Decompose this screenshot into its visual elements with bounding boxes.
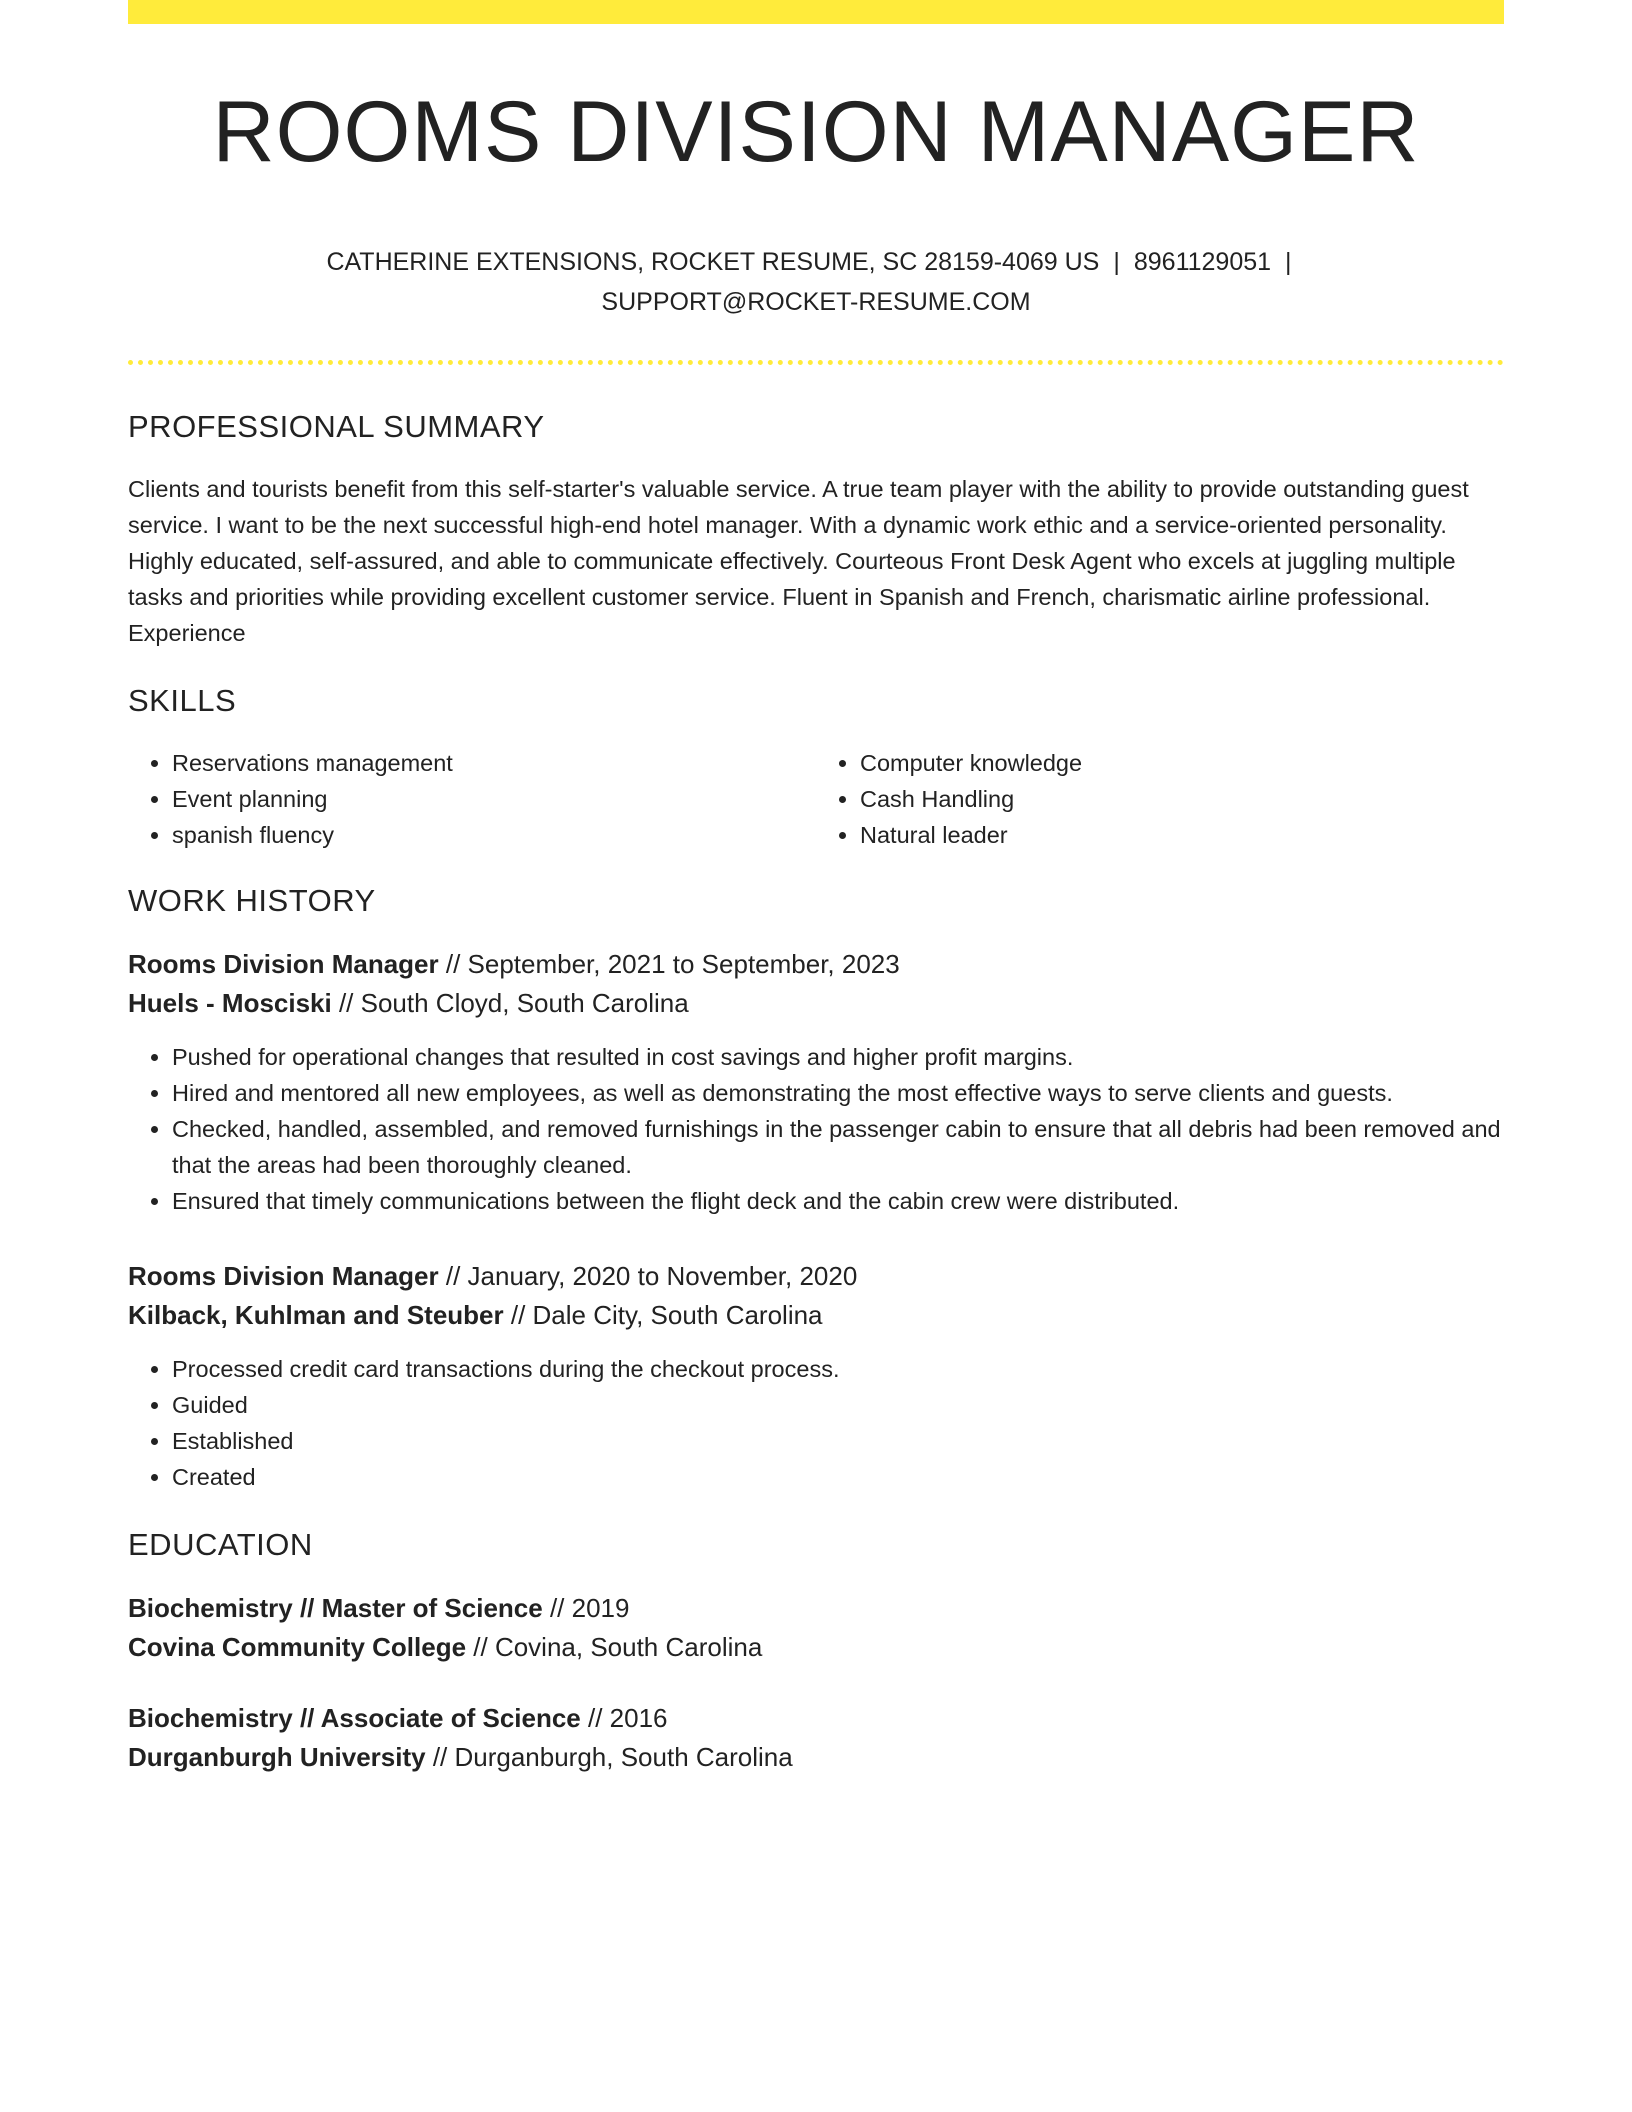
job-bullet: • Created: [172, 1459, 1504, 1495]
education-school: Covina Community College: [128, 1632, 467, 1662]
education-entry: [128, 1589, 1504, 1667]
education-year: // 2016: [580, 1703, 668, 1733]
job-location: // Dale City, South Carolina: [503, 1300, 823, 1330]
job-dates: // January, 2020 to November, 2020: [438, 1261, 858, 1291]
resume-title: ROOMS DIVISION MANAGER: [212, 84, 1420, 180]
skill-item: • spanish fluency: [172, 817, 816, 853]
summary-heading: PROFESSIONAL SUMMARY: [128, 409, 545, 444]
job-bullets: [128, 1039, 1504, 1219]
education-degree-line: [128, 1699, 1504, 1738]
skill-item: • Natural leader: [860, 817, 1504, 853]
education-location: // Durganburgh, South Carolina: [425, 1742, 793, 1772]
contact-address: CATHERINE EXTENSIONS, ROCKET RESUME, SC 28159-4069 US: [326, 248, 1100, 276]
contact-info: [128, 242, 1504, 322]
resume-page: [128, 0, 1504, 1777]
job-bullets: [128, 1351, 1504, 1495]
job-company-line: [128, 1296, 1504, 1335]
skills-heading: SKILLS: [128, 683, 237, 718]
job-title-line: [128, 1257, 1504, 1296]
education-school-line: [128, 1628, 1504, 1667]
job-bullet: • Checked, handled, assembled, and removed furnishings in the passenger cabin to ensure that all debris had been removed and that the areas had been thoroughly cleaned.: [172, 1111, 1504, 1183]
education-school-line: [128, 1738, 1504, 1777]
job-bullet: • Pushed for operational changes that resulted in cost savings and higher profit margins.: [172, 1039, 1504, 1075]
job-company-line: [128, 984, 1504, 1023]
job-entry: [128, 945, 1504, 1219]
header-divider: [128, 360, 1504, 365]
job-role: Rooms Division Manager: [128, 949, 439, 979]
skills-column-left: [128, 745, 816, 853]
job-bullet: • Hired and mentored all new employees, as well as demonstrating the most effective ways to serve clients and guests.: [172, 1075, 1504, 1111]
skill-item: • Cash Handling: [860, 781, 1504, 817]
education-location: // Covina, South Carolina: [466, 1632, 763, 1662]
job-bullet: • Guided: [172, 1387, 1504, 1423]
education-year: // 2019: [542, 1593, 630, 1623]
skill-item: • Reservations management: [172, 745, 816, 781]
education-degree: Biochemistry // Associate of Science: [128, 1703, 581, 1733]
summary-text: Clients and tourists benefit from this self-starter's valuable service. A true team player with the ability to provide outstanding guest service. I want to be the next successful high-end hotel manager. With a dynamic work ethic and a service-oriented personality. Highly educated, self-assured, and able to communicate effectively. Courteous Front Desk Agent who excels at juggling multiple tasks and priorities while providing excellent customer service. Fluent in Spanish and French, charismatic airline professional. Experience: [128, 476, 1469, 646]
work-history-heading: WORK HISTORY: [128, 883, 376, 918]
job-title-line: [128, 945, 1504, 984]
job-role: Rooms Division Manager: [128, 1261, 439, 1291]
job-bullet: • Ensured that timely communications between the flight deck and the cabin crew were distributed.: [172, 1183, 1504, 1219]
top-accent-bar: [128, 0, 1504, 24]
job-entry: [128, 1257, 1504, 1495]
skills-column-right: [816, 745, 1504, 853]
job-dates: // September, 2021 to September, 2023: [438, 949, 900, 979]
skill-item: • Event planning: [172, 781, 816, 817]
education-entry: [128, 1699, 1504, 1777]
skills-list: [128, 745, 1504, 853]
contact-separator: |: [1285, 248, 1292, 276]
contact-email: SUPPORT@ROCKET-RESUME.COM: [601, 288, 1031, 316]
contact-separator: |: [1113, 248, 1120, 276]
contact-phone: 8961129051: [1133, 248, 1272, 276]
job-company: Huels - Mosciski: [128, 988, 332, 1018]
job-bullet: • Processed credit card transactions during the checkout process.: [172, 1351, 1504, 1387]
skill-item: • Computer knowledge: [860, 745, 1504, 781]
education-degree-line: [128, 1589, 1504, 1628]
education-school: Durganburgh University: [128, 1742, 426, 1772]
education-heading: EDUCATION: [128, 1527, 313, 1562]
education-degree: Biochemistry // Master of Science: [128, 1593, 543, 1623]
job-company: Kilback, Kuhlman and Steuber: [128, 1300, 504, 1330]
job-location: // South Cloyd, South Carolina: [331, 988, 689, 1018]
job-bullet: • Established: [172, 1423, 1504, 1459]
